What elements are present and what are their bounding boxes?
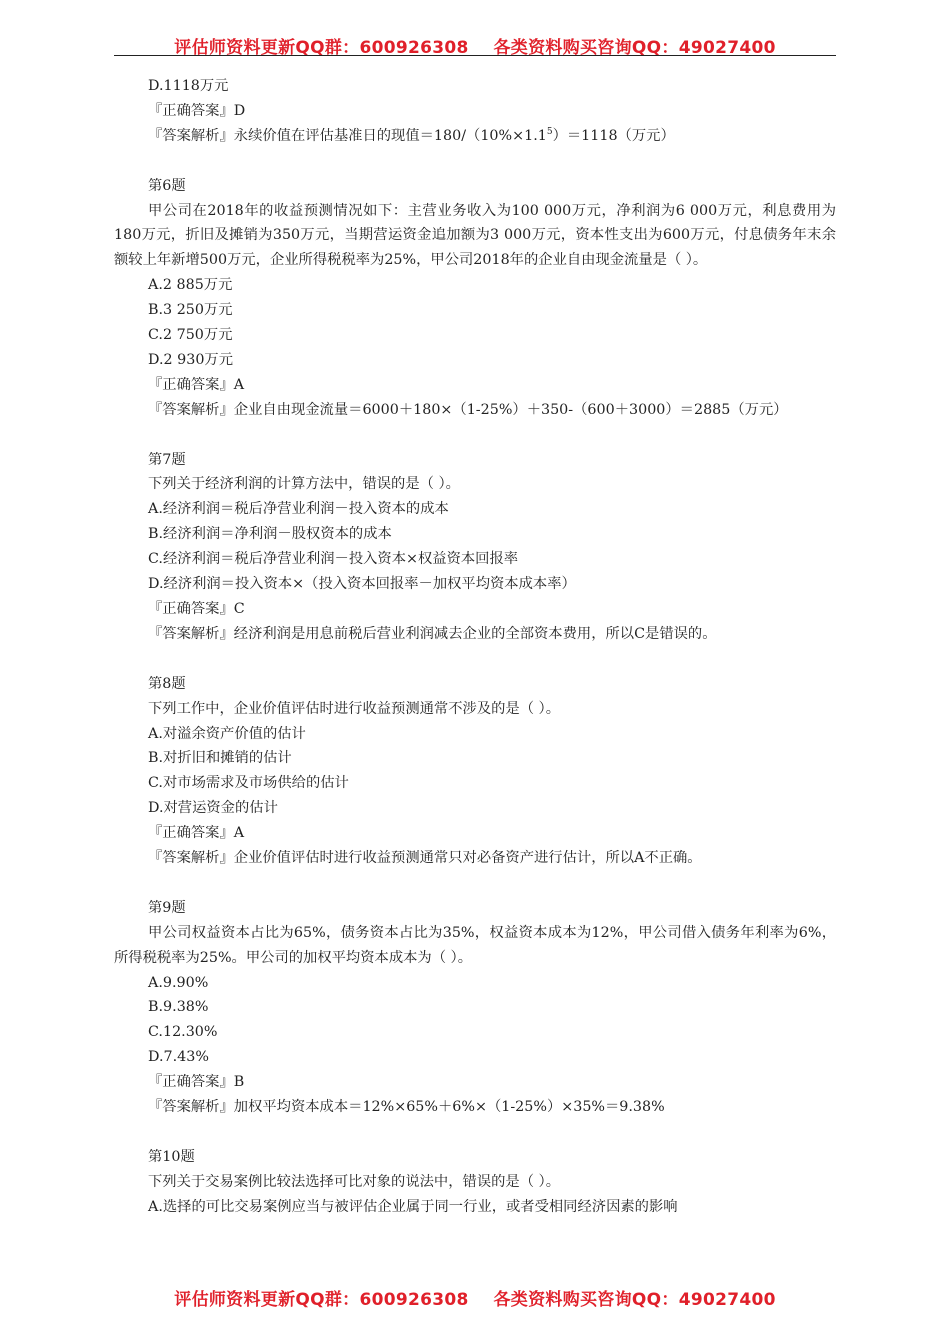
q10-stem: 下列关于交易案例比较法选择可比对象的说法中，错误的是（ ）。 — [148, 1173, 561, 1190]
header-rule — [114, 55, 836, 56]
q8-answer: 『正确答案』A — [148, 825, 245, 842]
q5-analysis-pre: 『答案解析』永续价值在评估基准日的现值＝180/（10%×1.1 — [148, 127, 547, 144]
q9-answer: 『正确答案』B — [148, 1074, 245, 1091]
q10-title: 第10题 — [148, 1148, 195, 1165]
q9-option-d: D.7.43% — [148, 1049, 209, 1066]
footer-banner: 评估师资料更新QQ群：600926308 各类资料购买咨询QQ：49027400 — [174, 1290, 776, 1310]
q8-option-a: A.对溢余资产价值的估计 — [148, 725, 306, 742]
q8-option-c: C.对市场需求及市场供给的估计 — [148, 775, 349, 792]
q9-option-c: C.12.30% — [148, 1024, 218, 1041]
document-body — [114, 74, 836, 1220]
q10-option-a: A.选择的可比交易案例应当与被评估企业属于同一行业，或者受相同经济因素的影响 — [148, 1198, 678, 1215]
q5-analysis-post: ）＝1118（万元） — [552, 127, 675, 144]
q9-analysis: 『答案解析』加权平均资本成本＝12%×65%＋6%×（1-25%）×35%＝9.38% — [148, 1099, 665, 1116]
q9-option-a: A.9.90% — [148, 974, 209, 991]
q6-option-d: D.2 930万元 — [148, 351, 234, 368]
q9-title: 第9题 — [148, 899, 186, 916]
q5-analysis-exponent: 5 — [546, 127, 553, 138]
q8-analysis: 『答案解析』企业价值评估时进行收益预测通常只对必备资产进行估计，所以A不正确。 — [148, 850, 702, 867]
q5-answer: 『正确答案』D — [148, 102, 246, 119]
q5-option-d: D.1118万元 — [148, 78, 229, 94]
q6-title: 第6题 — [148, 177, 186, 194]
header-banner: 评估师资料更新QQ群：600926308 各类资料购买咨询QQ：49027400 — [174, 38, 776, 58]
q8-stem: 下列工作中，企业价值评估时进行收益预测通常不涉及的是（ ）。 — [148, 700, 561, 717]
q8-title: 第8题 — [148, 675, 186, 692]
q7-option-b: B.经济利润＝净利润－股权资本的成本 — [148, 526, 392, 543]
q7-answer: 『正确答案』C — [148, 601, 245, 617]
q7-option-a: A.经济利润＝税后净营业利润－投入资本的成本 — [148, 501, 449, 518]
q5-analysis — [114, 124, 836, 149]
q7-option-c: C.经济利润＝税后净营业利润－投入资本×权益资本回报率 — [148, 551, 519, 568]
q6-option-b: B.3 250万元 — [148, 302, 233, 319]
q6-option-c: C.2 750万元 — [148, 327, 233, 344]
q6-stem: 甲公司在2018年的收益预测情况如下：主营业务收入为100 000万元，净利润为6 000万元，利息费用为180万元，折旧及摊销为350万元，当期营运资金追加额为3 000万元，资本性支出为600万元，付息债务年末余额较上年新增500万元，企业所得税税率为25%，甲公司2018年的企业自由现金流量是（ ）。 — [114, 202, 836, 269]
q6-answer: 『正确答案』A — [148, 376, 245, 393]
q7-title: 第7题 — [148, 451, 186, 468]
q8-option-d: D.对营运资金的估计 — [148, 800, 278, 817]
q6-analysis: 『答案解析』企业自由现金流量＝6000＋180×（1-25%）＋350-（600＋3000）＝2885（万元） — [148, 401, 788, 418]
q9-option-b: B.9.38% — [148, 999, 209, 1016]
q9-stem: 甲公司权益资本占比为65%，债务资本占比为35%，权益资本成本为12%，甲公司借入债务年利率为6%，所得税税率为25%。甲公司的加权平均资本成本为（ ）。 — [114, 924, 836, 966]
q7-option-d: D.经济利润＝投入资本×（投入资本回报率－加权平均资本成本率） — [148, 576, 576, 593]
q6-option-a: A.2 885万元 — [148, 277, 233, 294]
q7-analysis: 『答案解析』经济利润是用息前税后营业利润减去企业的全部资本费用，所以C是错误的。 — [148, 625, 717, 642]
q7-stem: 下列关于经济利润的计算方法中，错误的是（ ）。 — [148, 476, 460, 493]
q8-option-b: B.对折旧和摊销的估计 — [148, 750, 292, 767]
